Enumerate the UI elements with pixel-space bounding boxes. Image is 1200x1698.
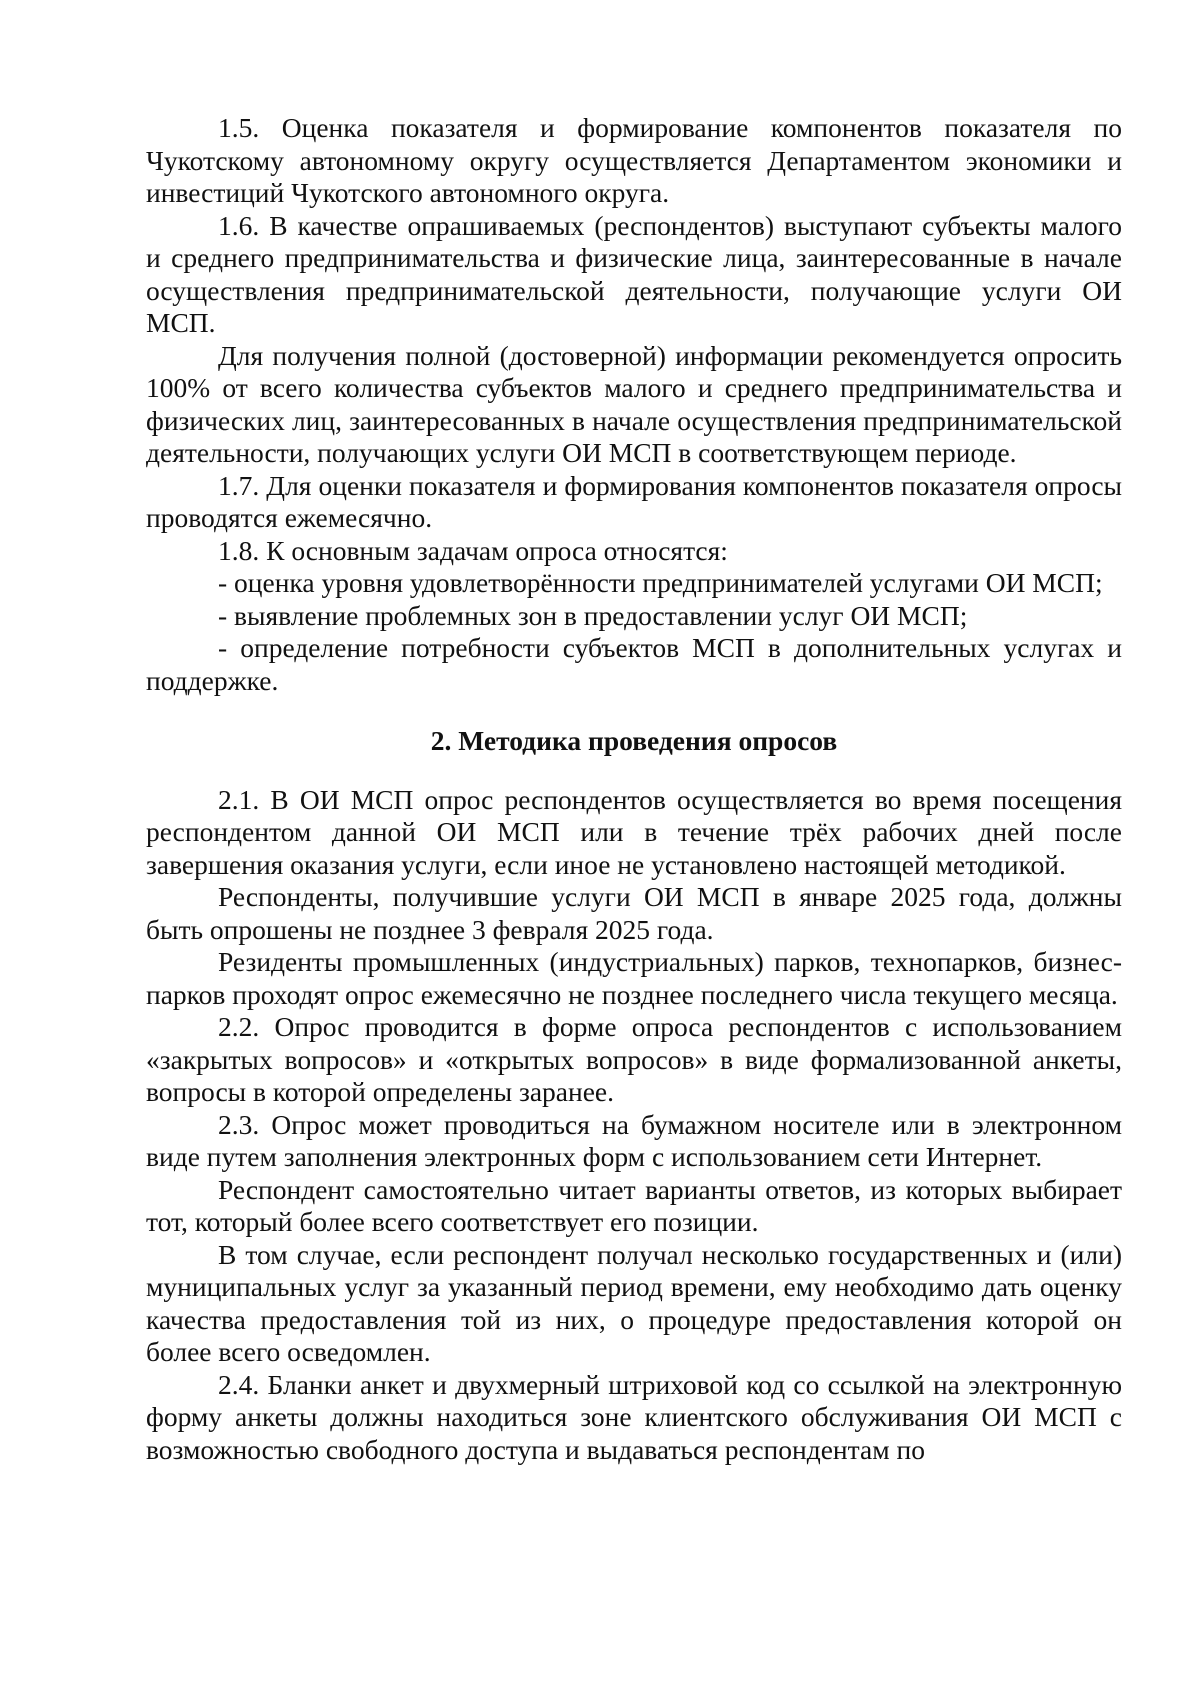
paragraph-2-2: 2.2. Опрос проводится в форме опроса респондентов с использованием «закрытых вопросов» и «открытых вопросов» в виде формализованной анкеты, вопросы в которой определены заранее. bbox=[146, 1011, 1122, 1107]
paragraph-1-5: 1.5. Оценка показателя и формирование компонентов показателя по Чукотскому автономному округу осуществляется Департаментом экономики и инвестиций Чукотского автономного округа. bbox=[146, 112, 1122, 208]
paragraph-1-8: 1.8. К основным задачам опроса относятся: bbox=[218, 534, 728, 566]
paragraph-2-4: 2.4. Бланки анкет и двухмерный штриховой код со ссылкой на электронную форму анкеты должны находиться зоне клиентского обслуживания ОИ МСП с возможностью свободного доступа и выдаваться респондентам по bbox=[146, 1368, 1122, 1465]
list-item-needs: - определение потребности субъектов МСП в дополнительных услугах и поддержке. bbox=[146, 632, 1122, 696]
list-item-problem-zones: - выявление проблемных зон в предоставлении услуг ОИ МСП; bbox=[218, 599, 968, 631]
paragraph-2-1: 2.1. В ОИ МСП опрос респондентов осуществляется во время посещения респондентом данной ОИ МСП или в течение трёх рабочих дней после завершения оказания услуги, если иное не установлено настоящей методикой. bbox=[146, 783, 1122, 880]
paragraph-multiple-services: В том случае, если респондент получал несколько государственных и (или) муниципальных услуг за указанный период времени, ему необходимо дать оценку качества предоставления той из них, о процедуре предоставления которой он более всего осведомлен. bbox=[146, 1238, 1122, 1367]
paragraph-january-deadline: Респонденты, получившие услуги ОИ МСП в январе 2025 года, должны быть опрошены не позднее 3 февраля 2025 года. bbox=[146, 881, 1122, 945]
paragraph-2-3: 2.3. Опрос может проводиться на бумажном носителе или в электронном виде путем заполнения электронных форм с использованием сети Интернет. bbox=[146, 1108, 1122, 1172]
paragraph-residents: Резиденты промышленных (индустриальных) парков, технопарков, бизнес-парков проходят опрос ежемесячно не позднее последнего числа текущего месяца. bbox=[146, 946, 1122, 1010]
section-2-heading: 2. Методика проведения опросов bbox=[430, 725, 838, 756]
paragraph-1-6: 1.6. В качестве опрашиваемых (респондентов) выступают субъекты малого и среднего предпринимательства и физические лица, заинтересованные в начале осуществления предпринимательской деятельности, получающие услуги ОИ МСП. bbox=[146, 209, 1122, 338]
list-item-satisfaction: - оценка уровня удовлетворённости предпринимателей услугами ОИ МСП; bbox=[218, 567, 1103, 598]
paragraph-full-survey: Для получения полной (достоверной) информации рекомендуется опросить 100% от всего количества субъектов малого и среднего предпринимательства и физических лиц, заинтересованных в начале осуществления предпринимательской деятельности, получающих услуги ОИ МСП в соответствующем периоде. bbox=[146, 339, 1122, 468]
paragraph-1-7: 1.7. Для оценки показателя и формирования компонентов показателя опросы проводятся ежемесячно. bbox=[146, 469, 1122, 533]
document-page bbox=[146, 112, 1122, 1466]
paragraph-respondent-reads: Респондент самостоятельно читает варианты ответов, из которых выбирает тот, который более всего соответствует его позиции. bbox=[146, 1173, 1122, 1237]
